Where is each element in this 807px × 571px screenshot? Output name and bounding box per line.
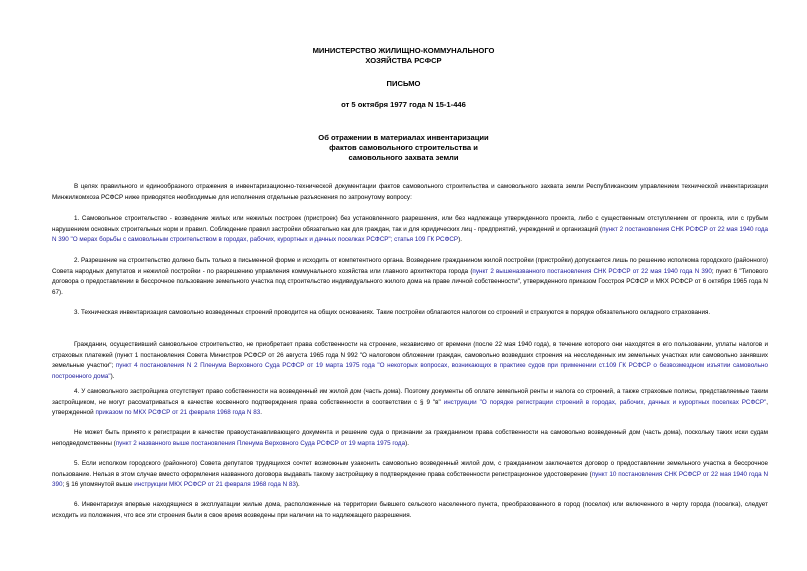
paragraph-text: Гражданин, осуществивший самовольное строительство, не приобретает права собственности на строение, независимо от времени (после 22 мая 1940 года), в течение которого они находятся в его пользовании, уплаты налогов и страховых платежей (пункт 1 постановления Совета Министров РСФСР от 26 августа 1965 года N 992 "О налоговом обложении граждан, самовольно возведших строения на несследенных им земельных участках или самовольно занявших земельные участки"; bbox=[52, 341, 768, 369]
legal-reference-link[interactable]: приказом по МКХ РСФСР от 21 февраля 1968 года N 83 bbox=[95, 409, 261, 416]
paragraph-text: ; § 16 упомянутой выше bbox=[62, 481, 135, 488]
subject-line-2: фактов самовольного строительства и bbox=[329, 143, 478, 152]
legal-reference-link[interactable]: пункт 2 названного выше постановления Пленума Верховного Суда РСФСР от 19 марта 1975 года bbox=[115, 439, 406, 447]
legal-reference-link[interactable]: пункт 2 вышеназванного постановления СНК РСФСР от 22 мая 1940 года N 390 bbox=[472, 267, 712, 275]
subject-line-3: самовольного захвата земли bbox=[348, 153, 459, 162]
paragraph-text: 3. Техническая инвентаризация самовольно возведенных строений проводится на общих основаниях. Такие постройки облагаются налогом со строений и страхуются в порядке обязательного окладного страхования. bbox=[74, 309, 711, 316]
paragraph-6 bbox=[52, 428, 768, 449]
paragraph-4 bbox=[52, 340, 768, 382]
paragraph-intro bbox=[52, 182, 768, 203]
paragraph-text: 4. У самовольного застройщика отсутствует право собственности на возведенный им жилой дом (часть дома). Поэтому документы об оплате земельной ренты и налога со строений, а также страховые полисы, представляемые таким застройщиком, не могут рассматриваться в качестве косвенного подтверждения права собственности в соответствии с § 9 "в" bbox=[52, 388, 768, 406]
paragraph-8 bbox=[52, 500, 768, 521]
paragraph-1 bbox=[52, 214, 768, 246]
document-subject bbox=[0, 133, 807, 163]
paragraph-text: ). bbox=[405, 439, 409, 447]
paragraph-3 bbox=[52, 308, 768, 319]
document-type: ПИСЬМО bbox=[386, 79, 421, 88]
paragraph-text: В целях правильного и единообразного отражения в инвентаризационно-технической документации фактов самовольного строительства и самовольного захвата земли Республиканским управлением технической инвентаризации Минжилкомхоза РСФСР ниже приводятся необходимые для исполнения отдельные разъяснения по затронутому вопросу: bbox=[52, 183, 768, 201]
paragraph-text: , утвержденной bbox=[52, 398, 768, 416]
paragraph-text: 5. Если исполком городского (районного) Совета депутатов трудящихся сочтет возможным узаконить самовольно возведенный жилой дом, с гражданином заключается договор о предоставлении земельного участка в бессрочное пользование. Нельзя в этом случае вместо оформления названного договора выдавать такому застройщику в подтверждение права собственности регистрационное удостоверение ( bbox=[52, 460, 768, 478]
paragraph-7 bbox=[52, 459, 768, 491]
ministry-line-1: МИНИСТЕРСТВО ЖИЛИЩНО-КОММУНАЛЬНОГО bbox=[312, 46, 495, 55]
ministry-line-2: ХОЗЯЙСТВА РСФСР bbox=[365, 56, 442, 65]
paragraph-text: 2. Разрешение на строительство должно быть только в письменной форме и исходить от компетентного органа. Возведение гражданином жилой постройки (пристройки) допускается лишь по решению исполкома городского (районного) Совета народных депутатов и нежилой постройки - по разрешению управления коммунального хозяйства или главного архитектора города ( bbox=[52, 257, 768, 275]
ministry-title bbox=[0, 46, 807, 66]
legal-reference-link[interactable]: пункт 2 постановления СНК РСФСР от 22 мая 1940 года N 390 "О мерах борьбы с самовольным строительством в городах, рабочих, курортных и дачных поселках РСФСР"; статья 109 ГК РСФСР bbox=[52, 225, 768, 243]
paragraph-text: ; пункт 6 "Типового договора о предоставлении в бессрочное пользование земельного участка под строительство индивидуального жилого дома на праве личной собственности", утвержденного приказом Госстроя РСФСР и МКХ РСФСР от 6 октября 1965 года N 67). bbox=[52, 267, 769, 296]
legal-reference-link[interactable]: пункт 10 постановления СНК РСФСР от 22 мая 1940 года N 390 bbox=[52, 470, 768, 488]
paragraph-text: Не может быть принято к регистрации в качестве правоустанавливающего документа и решение суда о признании за гражданином права собственности на самовольно возведенный дом (часть дома), поскольку таких иски судам неподведомственны ( bbox=[52, 429, 768, 447]
document-date: от 5 октября 1977 года N 15-1-446 bbox=[341, 100, 466, 109]
paragraph-text: . bbox=[260, 409, 262, 416]
paragraph-2 bbox=[52, 256, 768, 298]
paragraph-text: 6. Инвентаризуя впервые находящиеся в эксплуатации жилые дома, расположенные на территории бывшего сельского населенного пункта, преобразованного в город (поселок) или включенного в черту города (поселка), следует исходить из положения, что все эти строения были в свое время возведены при наличии на то надлежащего разрешения. bbox=[52, 501, 768, 519]
paragraph-text: ). bbox=[295, 481, 300, 488]
legal-reference-link[interactable]: инструкции "О порядке регистрации строений в городах, рабочих, дачных и курортных поселках РСФСР" bbox=[443, 398, 767, 406]
subject-line-1: Об отражении в материалах инвентаризации bbox=[318, 133, 489, 142]
legal-reference-link[interactable]: пункт 4 постановления N 2 Пленума Верховного Суда РСФСР от 19 марта 1975 года "О некоторых вопросах, возникающих в практике судов при применении ст.109 ГК РСФСР о безвозмездном изъятии самовольно построенного дома" bbox=[52, 362, 768, 380]
paragraph-5 bbox=[52, 387, 768, 419]
paragraph-text: ). bbox=[110, 372, 115, 380]
paragraph-text: ). bbox=[458, 236, 462, 243]
paragraph-text: 1. Самовольное строительство - возведение жилых или нежилых построек (пристроек) без установленного разрешения, или без надлежаще утвержденного проекта, либо с существенным отступлением от проекта, или с грубым нарушением основных строительных норм и правил. Соблюдение правил застройки обязательно как для граждан, так и для юридических лиц - предприятий, учреждений и организаций ( bbox=[52, 215, 768, 233]
legal-reference-link[interactable]: инструкции МКХ РСФСР от 21 февраля 1968 года N 83 bbox=[134, 481, 296, 488]
